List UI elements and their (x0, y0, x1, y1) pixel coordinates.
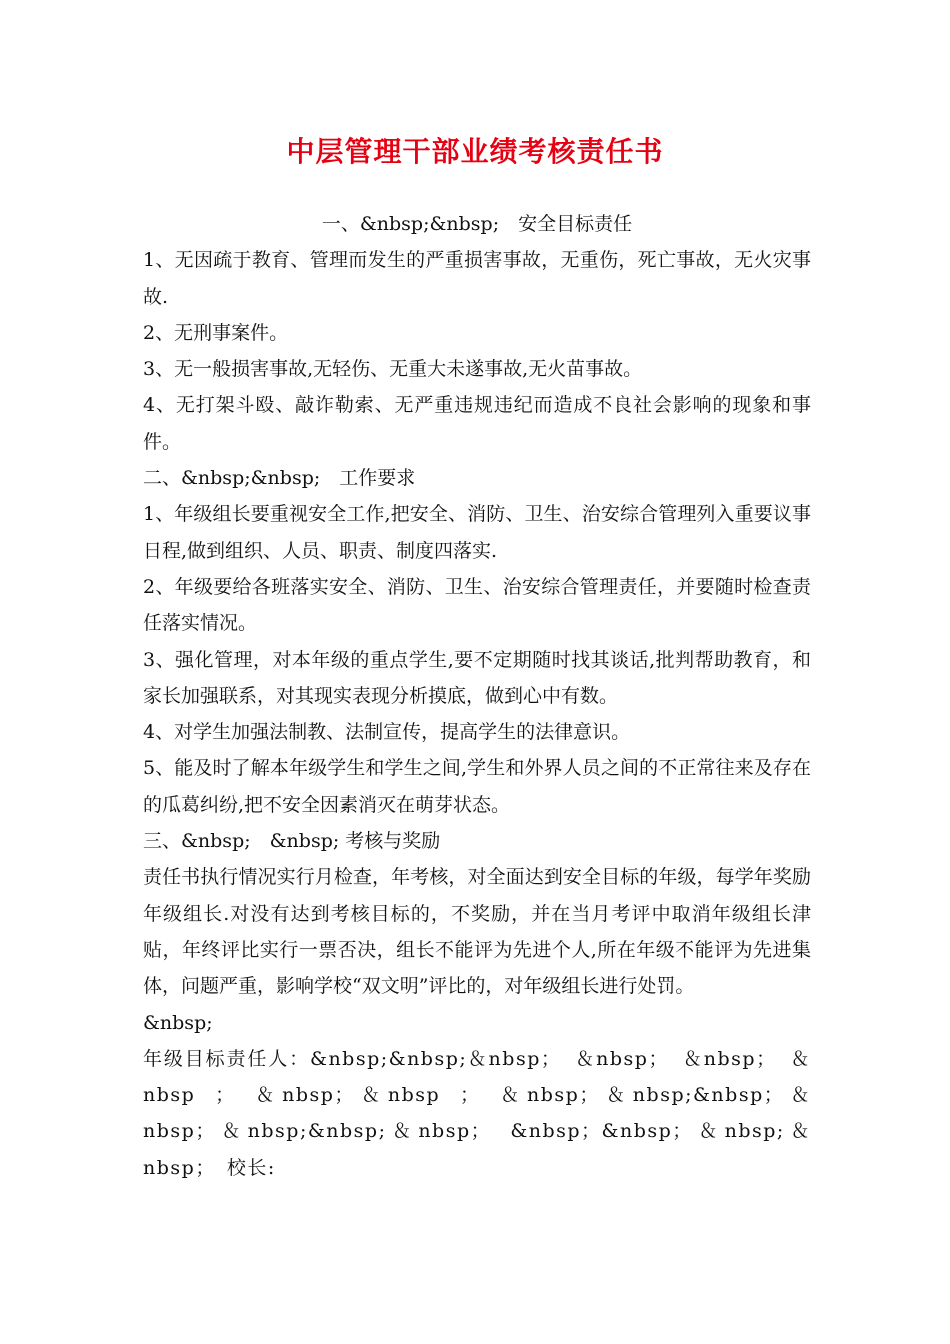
section-2-item: 5、能及时了解本年级学生和学生之间,学生和外界人员之间的不正常往来及存在的瓜葛纠纷,把不安全因素消灭在萌芽状态。 (143, 757, 811, 816)
section-3-paragraph: 责任书执行情况实行月检查，年考核，对全面达到安全目标的年级，每学年奖励年级组长.对没有达到考核目标的，不奖励，并在当月考评中取消年级组长津贴，年终评比实行一票否决，组长不能评为先进个人,所在年级不能评为先进集体，问题严重，影响学校“双文明”评比的，对年级组长进行处罚。 (143, 866, 811, 998)
section-1-item: 3、无一般损害事故,无轻伤、无重大未遂事故,无火苗事故。 (143, 358, 643, 381)
section-2-item: 1、年级组长要重视安全工作,把安全、消防、卫生、治安综合管理列入重要议事日程,做到组织、人员、职责、制度四落实. (143, 503, 811, 562)
blank-line: &nbsp; (143, 1011, 213, 1034)
section-1-item: 2、无刑事案件。 (143, 321, 289, 344)
document-body (143, 206, 811, 1186)
section-1-item: 1、无因疏于教育、管理而发生的严重损害事故，无重伤，死亡事故，无火灾事故. (143, 249, 811, 308)
section-2-heading: 二、&nbsp;&nbsp; 工作要求 (143, 467, 416, 490)
section-1-item: 4、无打架斗殴、敲诈勒索、无严重违规违纪而造成不良社会影响的现象和事件。 (143, 394, 811, 453)
section-2-item: 4、对学生加强法制教、法制宣传，提高学生的法律意识。 (143, 721, 631, 744)
section-2-item: 3、强化管理，对本年级的重点学生,要不定期随时找其谈话,批判帮助教育，和家长加强联系，对其现实表现分析摸底，做到心中有数。 (143, 648, 811, 707)
section-2-item: 2、年级要给各班落实安全、消防、卫生、治安综合管理责任，并要随时检查责任落实情况。 (143, 575, 811, 635)
signature-line: 年级目标责任人：&nbsp;&nbsp;＆nbsp； ＆nbsp； ＆nbsp； ＆nbsp ； ＆nbsp；＆nbsp ； ＆nbsp；＆nbsp;&nbsp；＆nbsp；＆nbsp;&nbsp;＆nbsp； &nbsp；&nbsp；＆nbsp;＆nbsp； 校长: (143, 1047, 811, 1179)
document-title: 中层管理干部业绩考核责任书 (286, 135, 664, 168)
section-3-heading: 三、&nbsp; &nbsp; 考核与奖励 (143, 830, 441, 853)
section-1-heading: 一、&nbsp;&nbsp; 安全目标责任 (321, 213, 633, 235)
